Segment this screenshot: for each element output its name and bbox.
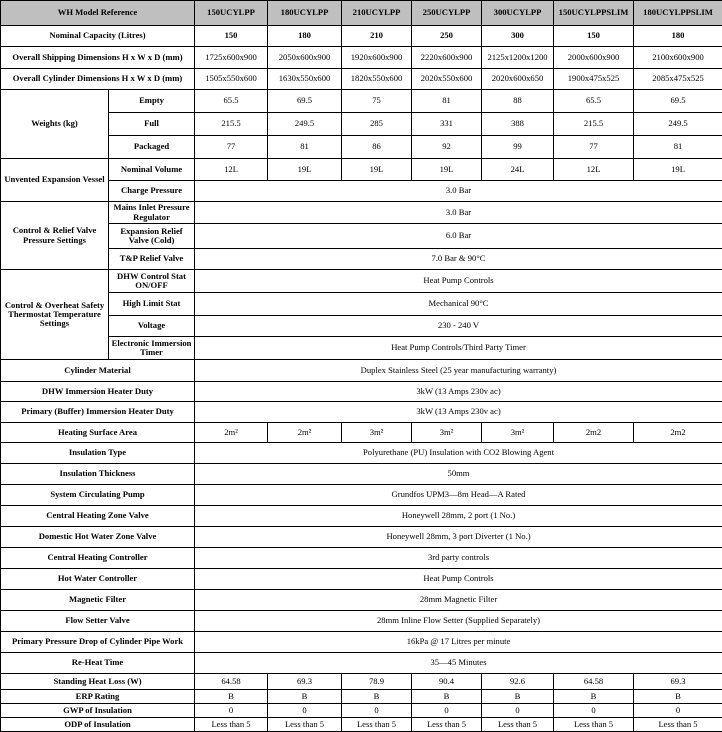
cell: 2m²: [195, 423, 268, 443]
cylinder-dims-row: [1, 69, 722, 90]
row-label: Overall Shipping Dimensions H x W x D (mm): [1, 47, 195, 69]
cell: 19L: [634, 159, 722, 181]
row-label: Flow Setter Valve: [1, 611, 195, 632]
cell: 3m²: [412, 423, 482, 443]
cell: 81: [412, 90, 482, 113]
model-header: 180UCYLPP: [268, 1, 342, 26]
row-label: Nominal Volume: [109, 159, 195, 181]
row-label: Insulation Type: [1, 443, 195, 464]
shipping-dims-row: [1, 47, 722, 69]
cell: 3.0 Bar: [195, 181, 722, 202]
cell: 0: [412, 704, 482, 718]
cell: 1920x600x900: [342, 47, 412, 69]
row-label: Heating Surface Area: [1, 423, 195, 443]
spec-row: [1, 402, 722, 423]
cell: 331: [412, 113, 482, 136]
standing-heat-loss-row: [1, 674, 722, 690]
model-header: 300UCYLPP: [482, 1, 554, 26]
cell: 210: [342, 26, 412, 47]
cell: 69.5: [634, 90, 722, 113]
cell: B: [195, 690, 268, 704]
cell: 285: [342, 113, 412, 136]
cell: Less than 5: [482, 718, 554, 732]
cell: 81: [634, 136, 722, 159]
row-label: Insulation Thickness: [1, 464, 195, 485]
odp-row: [1, 718, 722, 732]
cell: 1505x550x600: [195, 69, 268, 90]
cell: 2100x600x900: [634, 47, 722, 69]
cell: B: [412, 690, 482, 704]
cell: Less than 5: [554, 718, 634, 732]
cell: 3rd party controls: [195, 548, 722, 569]
cell: 249.5: [268, 113, 342, 136]
cell: Less than 5: [268, 718, 342, 732]
cell: 300: [482, 26, 554, 47]
voltage-row: [1, 316, 722, 337]
charge-pressure-row: [1, 181, 722, 202]
row-label: Standing Heat Loss (W): [1, 674, 195, 690]
cell: 2000x600x900: [554, 47, 634, 69]
cell: Heat Pump Controls/Third Party Timer: [195, 337, 722, 360]
cell: 12L: [554, 159, 634, 181]
row-label: System Circulating Pump: [1, 485, 195, 506]
cell: Heat Pump Controls: [195, 270, 722, 293]
cell: Heat Pump Controls: [195, 569, 722, 590]
cell: 2125x1200x1200: [482, 47, 554, 69]
spec-row: [1, 611, 722, 632]
cell: 64.58: [195, 674, 268, 690]
row-label: Hot Water Controller: [1, 569, 195, 590]
spec-row: [1, 569, 722, 590]
cell: 88: [482, 90, 554, 113]
cell: 3m²: [482, 423, 554, 443]
cell: B: [554, 690, 634, 704]
nominal-volume-row: [1, 159, 722, 181]
cell: 19L: [342, 159, 412, 181]
expansion-relief-row: [1, 224, 722, 249]
cell: 150: [554, 26, 634, 47]
cell: 249.5: [634, 113, 722, 136]
cell: 65.5: [195, 90, 268, 113]
spec-row: [1, 590, 722, 611]
row-label: High Limit Stat: [109, 293, 195, 316]
cell: 78.9: [342, 674, 412, 690]
cell: 230 - 240 V: [195, 316, 722, 337]
row-label: DHW Control Stat ON/OFF: [109, 270, 195, 293]
cell: 12L: [195, 159, 268, 181]
cell: 2020x600x650: [482, 69, 554, 90]
row-label: ERP Rating: [1, 690, 195, 704]
cell: 1900x475x525: [554, 69, 634, 90]
row-label: DHW Immersion Heater Duty: [1, 382, 195, 402]
cell: 86: [342, 136, 412, 159]
erp-rating-row: [1, 690, 722, 704]
safety-group-label: Control & Overheat Safety Thermostat Temperature Settings: [1, 270, 109, 360]
cell: 6.0 Bar: [195, 224, 722, 249]
row-label: Central Heating Zone Valve: [1, 506, 195, 527]
row-label: T&P Relief Valve: [109, 249, 195, 270]
row-label: Packaged: [109, 136, 195, 159]
cell: 69.3: [268, 674, 342, 690]
expansion-group-label: Unvented Expansion Vessel: [1, 159, 109, 202]
cell: 2050x600x900: [268, 47, 342, 69]
cell: 0: [554, 704, 634, 718]
row-label: Central Heating Controller: [1, 548, 195, 569]
cell: 2m²: [268, 423, 342, 443]
cell: 215.5: [195, 113, 268, 136]
row-label: Charge Pressure: [109, 181, 195, 202]
cell: 0: [482, 704, 554, 718]
row-label: Nominal Capacity (Litres): [1, 26, 195, 47]
cell: Honeywell 28mm, 3 port Diverter (1 No.): [195, 527, 722, 548]
cell: 19L: [412, 159, 482, 181]
row-label: Overall Cylinder Dimensions H x W x D (mm): [1, 69, 195, 90]
cell: 92: [412, 136, 482, 159]
cell: Mechanical 90°C: [195, 293, 722, 316]
cell: Polyurethane (PU) Insulation with CO2 Blowing Agent: [195, 443, 722, 464]
cell: 24L: [482, 159, 554, 181]
cell: 75: [342, 90, 412, 113]
cell: Less than 5: [195, 718, 268, 732]
cell: 3.0 Bar: [195, 202, 722, 224]
row-label: Mains Inlet Pressure Regulator: [109, 202, 195, 224]
cell: 64.58: [554, 674, 634, 690]
spec-row: [1, 632, 722, 653]
high-limit-row: [1, 293, 722, 316]
row-label: Re-Heat Time: [1, 653, 195, 674]
cell: 1820x550x600: [342, 69, 412, 90]
cell: B: [268, 690, 342, 704]
cell: 2220x600x900: [412, 47, 482, 69]
cell: 0: [268, 704, 342, 718]
cell: 3kW (13 Amps 230v ac): [195, 402, 722, 423]
header-row: [1, 1, 722, 26]
spec-row: [1, 360, 722, 382]
cell: 99: [482, 136, 554, 159]
row-label: ODP of Insulation: [1, 718, 195, 732]
cell: 77: [554, 136, 634, 159]
cell: 2m2: [634, 423, 722, 443]
cell: 180: [634, 26, 722, 47]
cell: 28mm Inline Flow Setter (Supplied Separately): [195, 611, 722, 632]
row-label: Voltage: [109, 316, 195, 337]
model-header: 250UCYLPP: [412, 1, 482, 26]
tp-relief-row: [1, 249, 722, 270]
spec-row: [1, 527, 722, 548]
cell: B: [342, 690, 412, 704]
cell: 28mm Magnetic Filter: [195, 590, 722, 611]
weights-packaged-row: [1, 136, 722, 159]
gwp-row: [1, 704, 722, 718]
cell: 65.5: [554, 90, 634, 113]
weights-full-row: [1, 113, 722, 136]
cell: 2020x550x600: [412, 69, 482, 90]
cell: B: [634, 690, 722, 704]
cell: Less than 5: [634, 718, 722, 732]
immersion-timer-row: [1, 337, 722, 360]
row-label: Magnetic Filter: [1, 590, 195, 611]
cell: 90.4: [412, 674, 482, 690]
weights-group-label: Weights (kg): [1, 90, 109, 159]
header-title: WH Model Reference: [1, 1, 195, 26]
cell: 81: [268, 136, 342, 159]
cell: 19L: [268, 159, 342, 181]
cell: 7.0 Bar & 90°C: [195, 249, 722, 270]
spec-row: [1, 506, 722, 527]
cell: Less than 5: [412, 718, 482, 732]
cell: 69.3: [634, 674, 722, 690]
cell: 35—45 Minutes: [195, 653, 722, 674]
row-label: Empty: [109, 90, 195, 113]
spec-row: [1, 443, 722, 464]
spec-row: [1, 653, 722, 674]
cell: 180: [268, 26, 342, 47]
cell: 16kPa @ 17 Litres per minute: [195, 632, 722, 653]
row-label: Primary (Buffer) Immersion Heater Duty: [1, 402, 195, 423]
cell: Honeywell 28mm, 2 port (1 No.): [195, 506, 722, 527]
cell: 215.5: [554, 113, 634, 136]
row-label: Domestic Hot Water Zone Valve: [1, 527, 195, 548]
cell: 92.6: [482, 674, 554, 690]
cell: 3kW (13 Amps 230v ac): [195, 382, 722, 402]
cell: 3m²: [342, 423, 412, 443]
cell: 150: [195, 26, 268, 47]
row-label: Expansion Relief Valve (Cold): [109, 224, 195, 249]
cell: B: [482, 690, 554, 704]
model-header: 210UCYLPP: [342, 1, 412, 26]
row-label: Cylinder Material: [1, 360, 195, 382]
spec-row: [1, 464, 722, 485]
cell: 2085x475x525: [634, 69, 722, 90]
cell: 69.5: [268, 90, 342, 113]
cell: 2m2: [554, 423, 634, 443]
model-header: 150UCYLPP: [195, 1, 268, 26]
mains-pressure-row: [1, 202, 722, 224]
cell: 77: [195, 136, 268, 159]
cell: 0: [634, 704, 722, 718]
cell: 50mm: [195, 464, 722, 485]
cell: 1630x550x600: [268, 69, 342, 90]
model-header: 150UCYLPPSLIM: [554, 1, 634, 26]
capacity-row: [1, 26, 722, 47]
spec-row: [1, 548, 722, 569]
heating-surface-row: [1, 423, 722, 443]
cell: 0: [342, 704, 412, 718]
row-label: GWP of Insulation: [1, 704, 195, 718]
cell: 250: [412, 26, 482, 47]
row-label: Full: [109, 113, 195, 136]
cell: 1725x600x900: [195, 47, 268, 69]
spec-row: [1, 382, 722, 402]
dhw-stat-row: [1, 270, 722, 293]
model-header: 180UCYLPPSLIM: [634, 1, 722, 26]
cell: 388: [482, 113, 554, 136]
cell: Grundfos UPM3—8m Head—A Rated: [195, 485, 722, 506]
cell: Duplex Stainless Steel (25 year manufacturing warranty): [195, 360, 722, 382]
row-label: Electronic Immersion Timer: [109, 337, 195, 360]
relief-group-label: Control & Relief Valve Pressure Settings: [1, 202, 109, 270]
cell: Less than 5: [342, 718, 412, 732]
cell: 0: [195, 704, 268, 718]
spec-row: [1, 485, 722, 506]
weights-empty-row: [1, 90, 722, 113]
row-label: Primary Pressure Drop of Cylinder Pipe Work: [1, 632, 195, 653]
